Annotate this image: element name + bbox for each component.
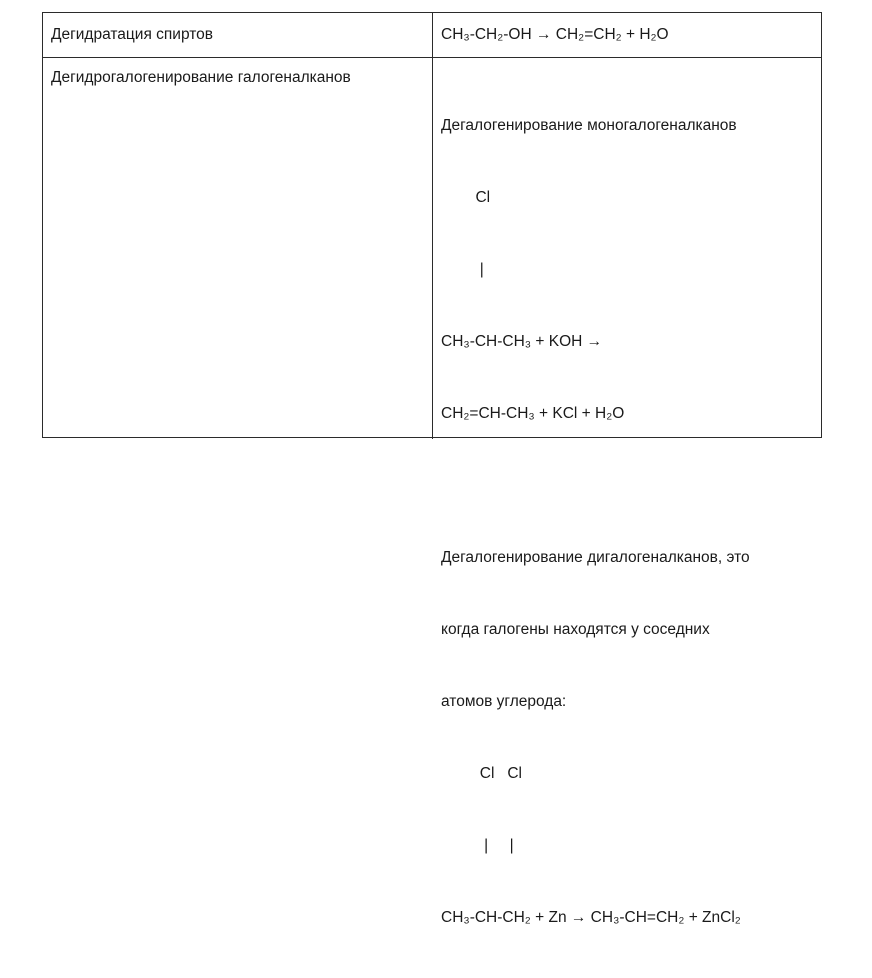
- reaction-line: когда галогены находятся у соседних: [441, 621, 710, 638]
- column-divider: [432, 13, 433, 439]
- reaction-table: [42, 12, 822, 926]
- reaction-line: Дегалогенирование моногалогеналканов: [441, 117, 737, 134]
- reaction-line: CH₃-CH-CH₂ + Zn → CH₃-CH=CH₂ + ZnCl₂: [441, 909, 741, 926]
- reaction-line: атомов углерода:: [441, 693, 567, 710]
- reaction-line: CH₂=CH-CH₃ + KCl + H₂O: [441, 405, 625, 422]
- reaction-line: Дегалогенирование дигалогеналканов, это: [441, 549, 750, 566]
- row-name-dehydration: Дегидратация спиртов: [51, 26, 214, 43]
- reaction-line: Cl: [441, 189, 491, 206]
- reaction-line: CH₃-CH-CH₃ + KOH →: [441, 333, 603, 350]
- row-name-dehydrohalogenation: Дегидрогалогенирование галогеналканов: [51, 69, 351, 86]
- reaction-line: [441, 474, 750, 498]
- reaction-block: [441, 66, 750, 978]
- reaction-line: CH₃-CH₂-OH → CH₂=CH₂ + H₂O: [441, 26, 669, 43]
- reaction-line: | |: [441, 837, 514, 854]
- reaction-line: |: [441, 261, 484, 278]
- reaction-line: Cl Cl: [441, 765, 522, 782]
